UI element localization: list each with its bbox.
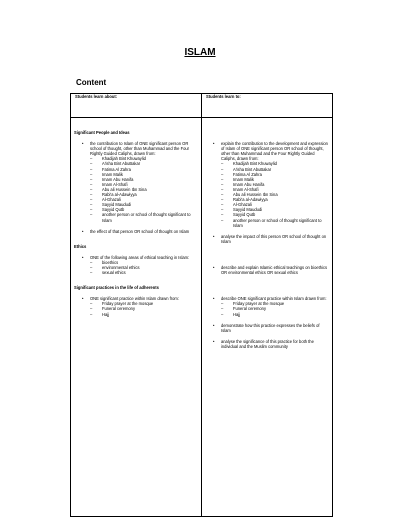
content-heading: Content <box>76 78 107 87</box>
list-item: – Abu ali Hussein Ibn Sina <box>90 187 197 192</box>
list-item: – Fatima Al Zahra <box>90 167 197 172</box>
learn-about-header: Students learn about: <box>71 94 202 118</box>
bullet-icon: • <box>213 338 215 344</box>
list-item: – A'isha Bint AbuBakar <box>221 167 328 172</box>
list-item: – Imam Al-Shafi <box>90 182 197 187</box>
list-item: – A'isha Bint AbuBakar <box>90 161 197 166</box>
learn-to-header: Students learn to: <box>202 94 333 118</box>
table-body-row <box>71 118 333 517</box>
bullet-icon: • <box>82 296 84 302</box>
section-heading-practices-spacer <box>205 285 328 290</box>
list-item: – Sayyid Qutb <box>221 212 328 217</box>
section-heading-people-spacer <box>205 130 328 135</box>
people-list <box>90 156 197 222</box>
ethics-text: ONE of the following areas of ethical teaching in Islam: <box>90 254 190 260</box>
bullet-icon: • <box>213 264 215 270</box>
demonstrate-text: demonstrate how this practice expresses the beliefs of Islam <box>221 322 320 333</box>
list-item: – Imam Abu Hanifa <box>90 177 197 182</box>
contribution-text: the contribution to Islam of ONE significant person OR school of thought, other than Muhammad and the Four Rightly Guided Caliphs, drawn from: <box>90 141 189 157</box>
table-header-row <box>71 94 333 118</box>
explain-text: explain the contribution to the development and expression of Islam of ONE significant person OR school of thought, other than Muhammad and the Four Rightly Guided Caliphs, drawn from: <box>221 141 328 162</box>
bullet-icon: • <box>82 254 84 260</box>
ethics-list <box>90 260 197 275</box>
list-item: – Imam Malik <box>221 177 328 182</box>
list-item: – bioethics <box>90 260 197 265</box>
list-item: – Fatima Al Zahra <box>221 172 328 177</box>
bullet-icon: • <box>82 141 84 147</box>
list-item <box>205 296 328 316</box>
list-item: – Imam Abu Hanifa <box>221 182 328 187</box>
practice-text: ONE significant practice within Islam drawn from: <box>90 296 179 302</box>
list-item <box>74 255 197 275</box>
list-item <box>205 265 328 275</box>
list-item <box>205 339 328 349</box>
list-item: – Friday prayer at the mosque <box>90 301 197 306</box>
practice-list <box>221 301 328 316</box>
list-item: – Sayyid Maududi <box>90 202 197 207</box>
list-item: – Khadijah Bint Khuwaylid <box>221 161 328 166</box>
list-item <box>205 323 328 333</box>
practice-list <box>90 301 197 316</box>
list-item <box>74 229 197 234</box>
list-item: – Al-Ghazali <box>221 202 328 207</box>
list-item: – Khadijah Bint Khuwaylid <box>90 156 197 161</box>
section-heading-ethics-spacer <box>205 254 328 259</box>
bullet-icon: • <box>213 296 215 302</box>
section-heading-ethics: Ethics <box>74 243 87 249</box>
describe-text: describe ONE significant practice within Islam drawn from: <box>221 296 327 302</box>
learn-about-column <box>71 118 202 517</box>
list-item <box>74 296 197 316</box>
list-item: – sexual ethics <box>90 270 197 275</box>
list-item: – Friday prayer at the mosque <box>221 301 328 306</box>
analyse-text: analyse the impact of this person OR school of thought on Islam <box>221 233 327 244</box>
bullet-icon: • <box>213 233 215 239</box>
list-item: – Imam Malik <box>90 172 197 177</box>
list-item: – Sayyid Maududi <box>221 207 328 212</box>
effect-text: the effect of that person OR school of thought on Islam <box>90 228 190 234</box>
page-title: ISLAM <box>184 47 216 58</box>
list-item: – Funeral ceremony <box>90 306 197 311</box>
list-item: – Rabi'a al-Adawiyya <box>221 197 328 202</box>
learn-to-column <box>202 118 333 517</box>
list-item: – Rabi'a al-Adawiyya <box>90 192 197 197</box>
ethics-text: describe and explain Islamic ethical teachings on bioethics OR environmental ethics OR sexual ethics <box>221 264 328 276</box>
syllabus-table <box>70 93 333 517</box>
list-item <box>205 141 328 228</box>
section-heading-people: Significant People and Ideas <box>74 130 130 135</box>
analyse-practice-text: analyse the significance of this practice for both the individual and the Muslim community <box>221 338 314 349</box>
bullet-icon: • <box>213 141 215 147</box>
list-item: – another person or school of thought significant to Islam <box>90 212 197 222</box>
bullet-icon: • <box>82 228 84 234</box>
list-item: – Abu ali Hussein Ibn Sina <box>221 192 328 197</box>
section-heading-practices: Significant practices in the life of adherents <box>74 285 159 291</box>
list-item <box>205 234 328 244</box>
people-list <box>221 161 328 227</box>
list-item <box>74 141 197 223</box>
list-item: – Imam Al-Shafi <box>221 187 328 192</box>
list-item: – environmental ethics <box>90 265 197 270</box>
list-item: – Hajj <box>90 312 197 317</box>
list-item: – Sayyid Qutb <box>90 207 197 212</box>
list-item: – another person or school of thought significant to Islam <box>221 218 328 228</box>
list-item: – Hajj <box>221 312 328 317</box>
bullet-icon: • <box>213 322 215 328</box>
list-item: – Funeral ceremony <box>221 306 328 311</box>
list-item: – Al-Ghazali <box>90 197 197 202</box>
